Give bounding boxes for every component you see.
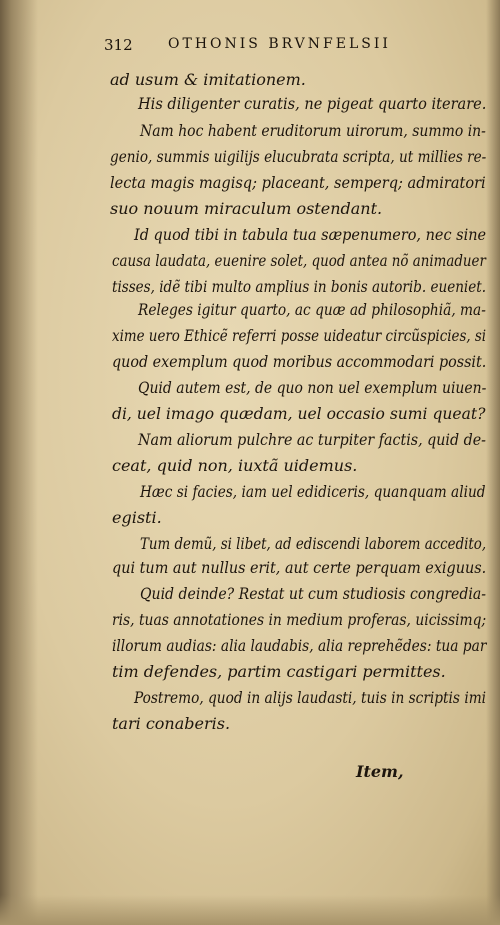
text-line: xime uero Ethicẽ referri posse uideatur circũspicies, si (112, 326, 487, 345)
text-line: Tum demũ, si libet, ad ediscendi laborem accedito, (140, 534, 487, 553)
page-bottom-shadow (0, 895, 500, 925)
text-line: tisses, idẽ tibi multo amplius in bonis autorib. eueniet. (112, 277, 487, 296)
text-line: tim defendes, partim castigari permittes. (112, 662, 446, 681)
text-line: Nam aliorum pulchre ac turpiter factis, quid de- (138, 430, 486, 449)
text-line: Id quod tibi in tabula tua sæpenumero, nec sine (134, 225, 487, 244)
text-line: ris, tuas annotationes in medium proferas, uicissimq; (112, 610, 487, 629)
running-title: OTHONIS BRVNFELSII (168, 36, 391, 52)
page-edge-shadow (486, 0, 500, 925)
text-line: His diligenter curatis, ne pigeat quarto iterare. (138, 94, 487, 113)
text-line: ceat, quid non, iuxtã uidemus. (112, 456, 358, 475)
text-line: ad usum & imitationem. (110, 70, 306, 89)
text-line: causa laudata, euenire solet, quod antea nõ animaduer (112, 251, 486, 270)
text-line: Hæc si facies, iam uel edidiceris, quanquam aliud (140, 482, 486, 501)
page-number: 312 (104, 36, 133, 54)
text-line: tari conaberis. (112, 714, 231, 733)
text-line: Releges igitur quarto, ac quæ ad philosophiã, ma- (138, 300, 486, 319)
text-line: lecta magis magisq; placeant, semperq; admiratori (110, 173, 486, 192)
text-line: Postremo, quod in alijs laudasti, tuis in scriptis imi (134, 688, 487, 707)
text-line: Nam hoc habent eruditorum uirorum, summo in- (140, 121, 486, 140)
text-line: di, uel imago quædam, uel occasio sumi queat? (112, 404, 486, 423)
text-line: Quid autem est, de quo non uel exemplum uiuen- (138, 378, 487, 397)
text-line: genio, summis uigilijs elucubrata scripta, ut millies re- (110, 147, 487, 166)
text-line: quod exemplum quod moribus accommodari possit. (112, 352, 487, 371)
text-line: suo nouum miraculum ostendant. (110, 199, 383, 218)
gutter-shadow (0, 0, 38, 925)
text-line: qui tum aut nullus erit, aut certe perquam exiguus. (112, 558, 487, 577)
text-line: illorum audias: alia laudabis, alia reprehẽdes: tua par (112, 636, 487, 655)
text-line: Quid deinde? Restat ut cum studiosis congredia- (140, 584, 486, 603)
running-head (104, 34, 484, 58)
text-line: egisti. (112, 508, 162, 527)
catchword: Item, (356, 762, 404, 781)
